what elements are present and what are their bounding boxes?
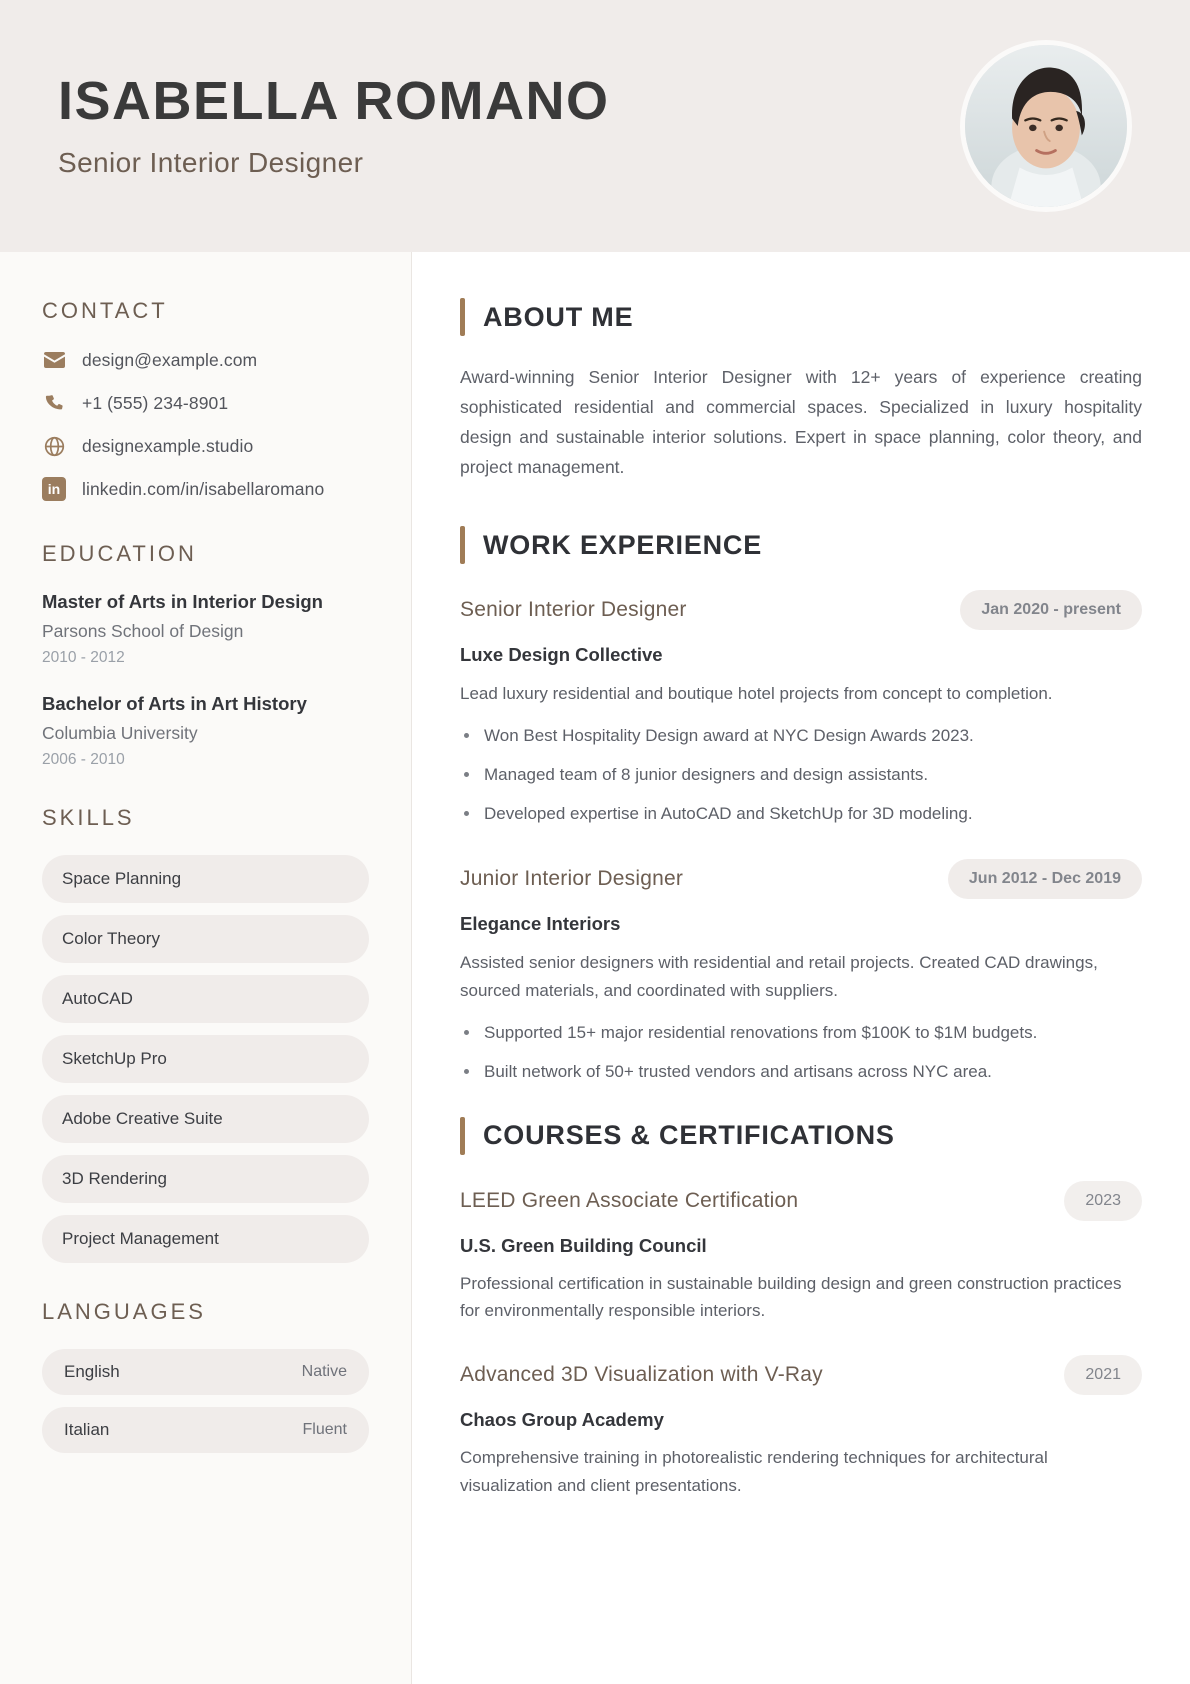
languages-list — [42, 1349, 369, 1453]
experience-bullet: Supported 15+ major residential renovations from $100K to $1M budgets. — [460, 1019, 1142, 1046]
about-paragraph: Award-winning Senior Interior Designer with 12+ years of experience creating sophisticated residential and commercial spaces. Specialized in luxury hospitality design and sustainable interior solutions. Expert in space planning, color theory, and project management. — [460, 367, 1142, 478]
language-item — [42, 1407, 369, 1453]
contact-phone-text: +1 (555) 234-8901 — [82, 392, 229, 413]
sidebar-heading-languages: LANGUAGES — [42, 1299, 206, 1324]
language-name: English — [64, 1362, 120, 1381]
skills-list — [42, 855, 369, 1263]
skill-item: Adobe Creative Suite — [42, 1095, 369, 1143]
section-heading-courses — [460, 1117, 1142, 1155]
language-item — [42, 1349, 369, 1395]
globe-icon — [42, 434, 66, 458]
section-heading-experience — [460, 526, 1142, 564]
header-subtitle: Senior Interior Designer — [58, 147, 364, 179]
contact-item-website[interactable] — [42, 434, 369, 458]
contact-item-linkedin[interactable] — [42, 477, 369, 501]
certification-org: U.S. Green Building Council — [460, 1234, 707, 1256]
sidebar-heading-contact: CONTACT — [42, 298, 168, 323]
education-years: 2006 - 2010 — [42, 751, 125, 768]
envelope-icon — [42, 348, 66, 372]
skill-item: Space Planning — [42, 855, 369, 903]
linkedin-icon — [42, 477, 66, 501]
experience-bullet: Developed expertise in AutoCAD and SketchUp for 3D modeling. — [460, 800, 1142, 827]
experience-bullet: Managed team of 8 junior designers and design assistants. — [460, 761, 1142, 788]
certification-year-badge: 2021 — [1064, 1355, 1142, 1395]
main-content — [412, 252, 1190, 1684]
contact-email-text: design@example.com — [82, 349, 258, 370]
education-school: Columbia University — [42, 723, 198, 743]
accent-bar — [460, 526, 465, 564]
language-name: Italian — [64, 1420, 110, 1439]
experience-bullet: Won Best Hospitality Design award at NYC Design Awards 2023. — [460, 722, 1142, 749]
section-heading-about — [460, 298, 1142, 336]
education-school: Parsons School of Design — [42, 621, 244, 641]
skill-item: Project Management — [42, 1215, 369, 1263]
experience-item — [460, 590, 1142, 827]
certification-title: Advanced 3D Visualization with V-Ray — [460, 1362, 823, 1386]
sidebar-heading-education: EDUCATION — [42, 541, 197, 566]
linkedin-badge: in — [42, 477, 66, 501]
experience-bullet: Built network of 50+ trusted vendors and artisans across NYC area. — [460, 1058, 1142, 1085]
skill-item: AutoCAD — [42, 975, 369, 1023]
experience-company: Luxe Design Collective — [460, 644, 663, 666]
certification-title: LEED Green Associate Certification — [460, 1188, 799, 1212]
experience-date-badge: Jan 2020 - present — [960, 590, 1142, 630]
certification-header — [460, 1355, 1142, 1395]
skill-item: 3D Rendering — [42, 1155, 369, 1203]
section-heading-courses-text: COURSES & CERTIFICATIONS — [483, 1120, 895, 1151]
contact-website-text: designexample.studio — [82, 435, 254, 456]
section-heading-about-text: ABOUT ME — [483, 301, 634, 332]
experience-role: Junior Interior Designer — [460, 867, 684, 891]
education-years: 2010 - 2012 — [42, 649, 125, 666]
experience-header — [460, 590, 1142, 630]
education-degree: Master of Arts in Interior Design — [42, 591, 323, 612]
sidebar — [0, 252, 412, 1684]
certification-description: Professional certification in sustainable building design and green construction practices for environmentally responsible interiors. — [460, 1273, 1122, 1321]
accent-bar — [460, 1117, 465, 1155]
experience-item — [460, 859, 1142, 1084]
page-title: ISABELLA ROMANO — [58, 70, 610, 131]
phone-icon — [42, 391, 66, 415]
certification-item — [460, 1355, 1142, 1499]
sidebar-heading-skills: SKILLS — [42, 805, 135, 830]
skill-item: Color Theory — [42, 915, 369, 963]
education-item — [42, 693, 369, 769]
certification-item — [460, 1181, 1142, 1325]
education-degree: Bachelor of Arts in Art History — [42, 693, 307, 714]
certification-year-badge: 2023 — [1064, 1181, 1142, 1221]
experience-company: Elegance Interiors — [460, 913, 621, 935]
experience-bullet-list — [460, 722, 1142, 828]
accent-bar — [460, 298, 465, 336]
certification-org: Chaos Group Academy — [460, 1408, 664, 1430]
experience-date-badge: Jun 2012 - Dec 2019 — [948, 859, 1142, 899]
certification-header — [460, 1181, 1142, 1221]
header-text-block — [58, 70, 610, 180]
skill-item: SketchUp Pro — [42, 1035, 369, 1083]
resume-body — [0, 252, 1190, 1684]
language-level: Fluent — [302, 1421, 347, 1438]
experience-description: Assisted senior designers with residential and retail projects. Created CAD drawings, sourced materials, and coordinated with suppliers. — [460, 953, 1098, 1000]
contact-linkedin-text: linkedin.com/in/isabellaromano — [82, 478, 325, 499]
experience-bullet-list — [460, 1019, 1142, 1085]
contact-item-phone[interactable] — [42, 391, 369, 415]
certification-description: Comprehensive training in photorealistic rendering techniques for architectural visualization and client presentations. — [460, 1447, 1048, 1495]
section-heading-experience-text: WORK EXPERIENCE — [483, 529, 763, 560]
education-item — [42, 591, 369, 667]
avatar — [960, 40, 1132, 212]
portrait-photo-icon — [965, 45, 1127, 207]
contact-list — [42, 348, 369, 501]
language-level: Native — [301, 1363, 347, 1380]
experience-header — [460, 859, 1142, 899]
contact-item-email[interactable] — [42, 348, 369, 372]
experience-description: Lead luxury residential and boutique hotel projects from concept to completion. — [460, 684, 1053, 704]
resume-header — [0, 0, 1190, 252]
experience-role: Senior Interior Designer — [460, 598, 687, 622]
